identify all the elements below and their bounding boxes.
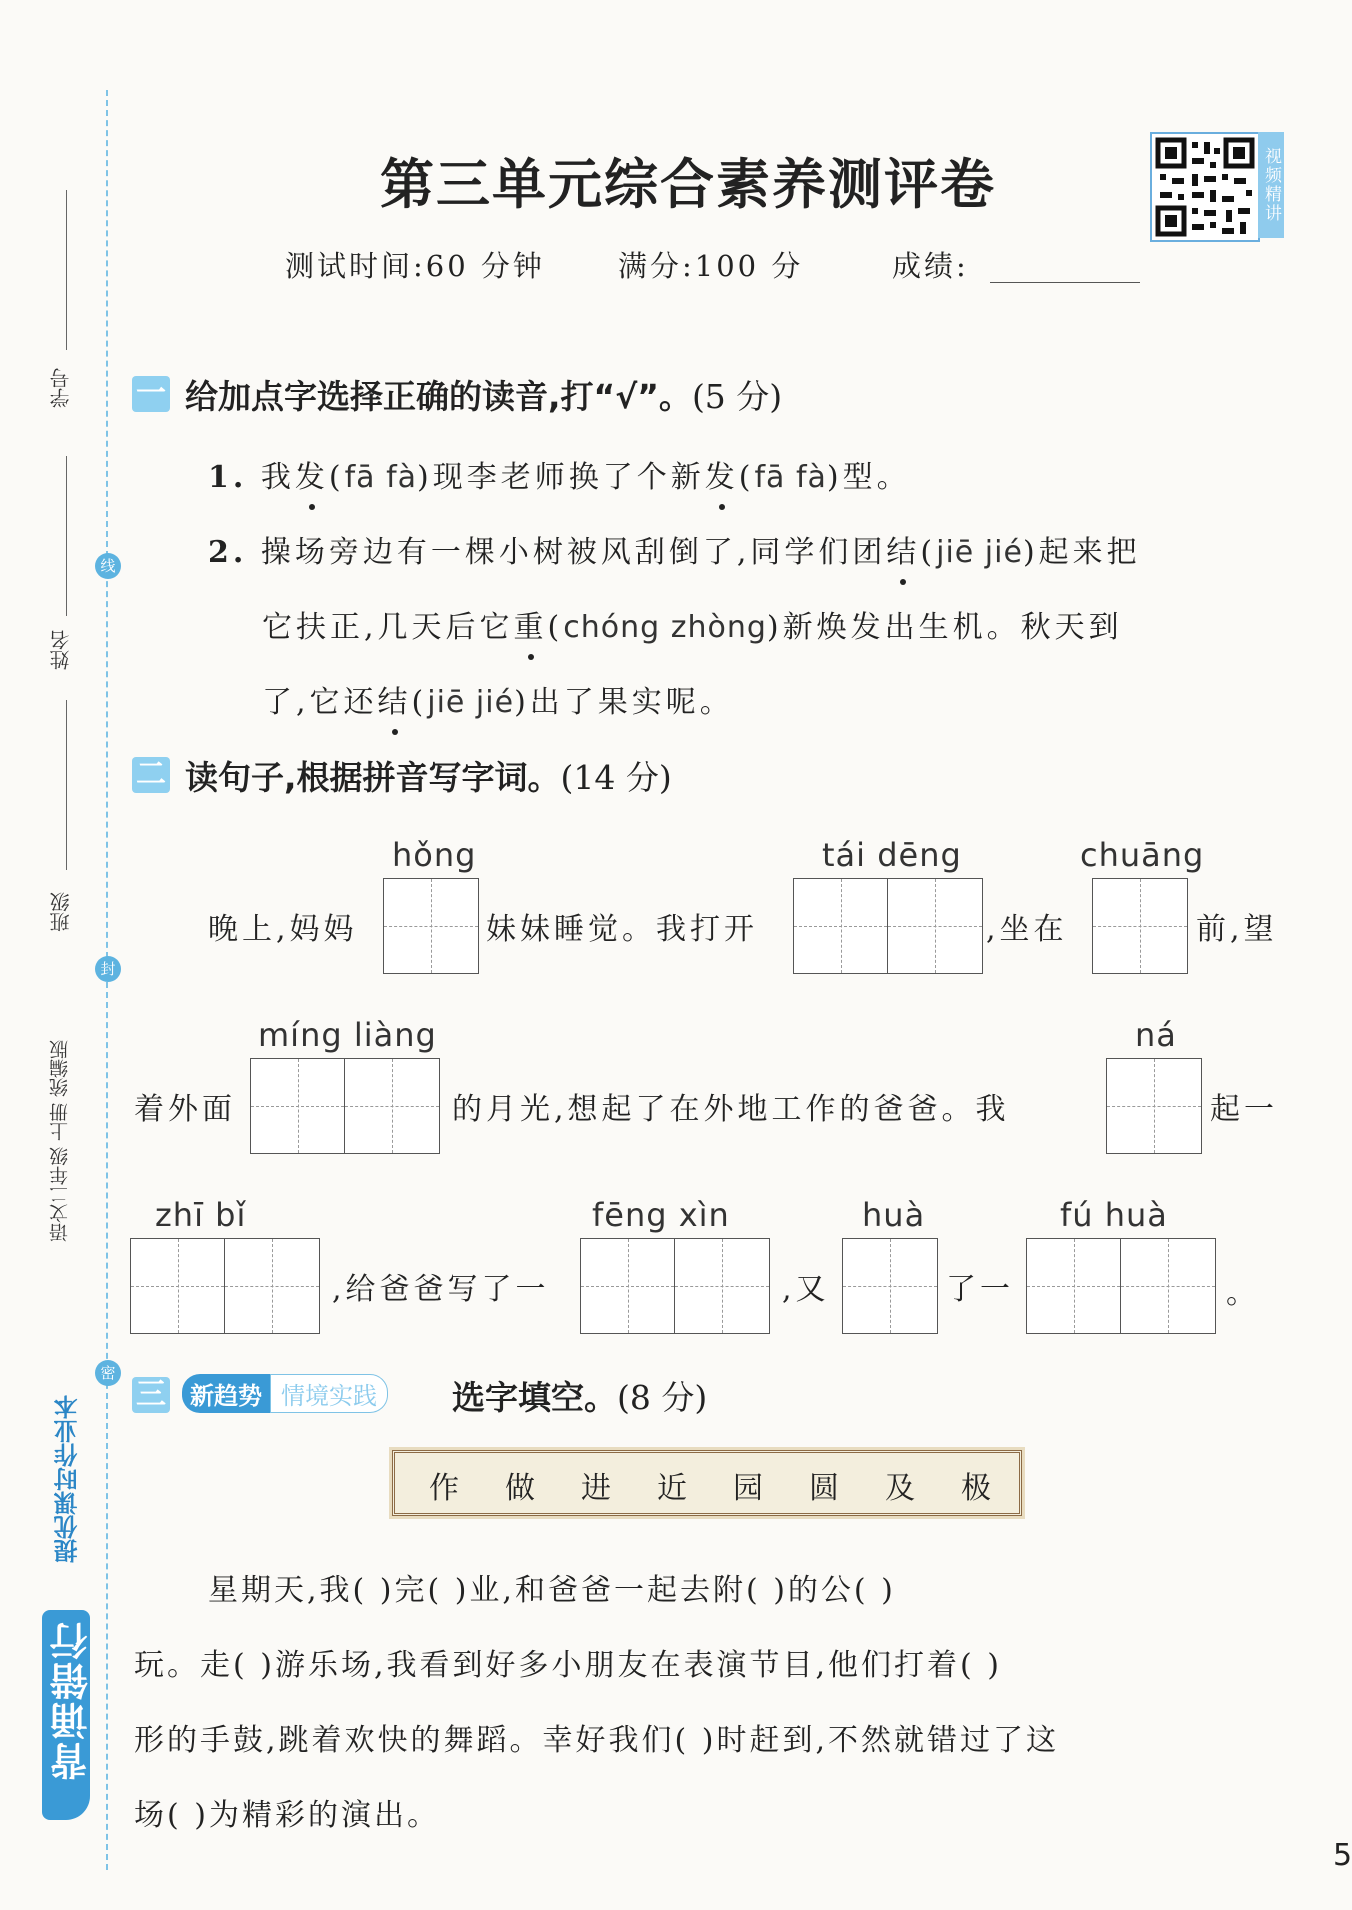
pinyin-fu-hua: fú huà [1060, 1196, 1168, 1234]
brand-subtitle: 提优课时作业本 [54, 1395, 82, 1563]
new-trend-badge [182, 1375, 388, 1411]
s2-row2-text-2: 的月光,想起了在外地工作的爸爸。我 [452, 1092, 1010, 1127]
char-grid-chuang[interactable] [1092, 878, 1188, 974]
brand-logo-text: 背诵错行 [50, 1620, 94, 1780]
name-blank-top [66, 456, 67, 616]
s2-row2-text-1: 着外面 [134, 1092, 236, 1127]
s1-q2-pinyin-choice-1[interactable]: jiē jié [936, 535, 1023, 570]
char-grid-fu-hua[interactable] [1026, 1238, 1216, 1334]
section3-badge: 三 [132, 1377, 170, 1413]
score-label: 成绩: [892, 249, 969, 283]
section2-score: (14 分) [560, 758, 672, 797]
s1-q2-paren-3: ( [411, 685, 428, 720]
new-trend-label: 新趋势 [182, 1374, 270, 1413]
page-number: 5 [1333, 1838, 1352, 1873]
s1-q1-text-c: )现李老师换了个新 [417, 460, 705, 495]
s1-q2-text-1c: )起来把 [1022, 535, 1141, 570]
cut-line-mark-seal: 封 [95, 956, 121, 982]
pinyin-hua: huà [862, 1196, 926, 1234]
score-blank[interactable] [990, 282, 1140, 283]
s1-question-1 [208, 452, 911, 496]
word-bank-char: 作 [429, 1471, 459, 1506]
qr-code-icon[interactable] [1150, 132, 1260, 242]
section1-score: (5 分) [691, 377, 783, 416]
pinyin-na: ná [1135, 1016, 1177, 1054]
s2-row2-text-3: 起一 [1210, 1092, 1278, 1127]
s1-q2-text-3c: )出了果实呢。 [514, 685, 734, 720]
cut-line-mark-line: 线 [95, 553, 121, 579]
student-no-blank [66, 190, 67, 350]
s1-q1-paren-open-2: ( [738, 460, 755, 495]
qr-video-tag: 视频精讲 [1258, 132, 1284, 238]
char-grid-zhi-bi[interactable] [130, 1238, 320, 1334]
s1-q2-dotted-char-2: 重 [514, 602, 548, 646]
word-bank-char: 及 [885, 1471, 915, 1506]
pinyin-feng-xin: fēng xìn [592, 1196, 730, 1234]
s1-question-2-line-2 [262, 602, 1123, 646]
s2-row1-text-4: 前,望 [1196, 912, 1278, 947]
s1-q2-number: 2. [208, 535, 248, 570]
s1-q2-pinyin-choice-2[interactable]: chóng zhòng [563, 610, 767, 645]
char-grid-hong[interactable] [383, 878, 479, 974]
word-bank-char: 做 [505, 1471, 535, 1506]
s1-q1-text-a: 我 [260, 460, 295, 495]
page-title: 第三单元综合素养测评卷 [380, 152, 996, 216]
s1-q1-pinyin-choice-1[interactable]: fā fà [344, 460, 418, 495]
s1-q2-text-3a: 了,它还 [262, 685, 378, 720]
pinyin-tai-deng: tái dēng [822, 836, 962, 874]
s3-passage-line-1: 星期天,我( )完( )业,和爸爸一起去附( )的公( ) [208, 1573, 896, 1608]
s2-row3-text-1: ,给爸爸写了一 [332, 1272, 550, 1307]
student-no-label: 学号 [49, 368, 73, 408]
book-info: 语文二年级 上册 统编版 [49, 1040, 71, 1243]
char-grid-ming-liang[interactable] [250, 1058, 440, 1154]
s2-row3-text-2: ,又 [782, 1272, 830, 1307]
s3-passage-line-3: 形的手鼓,跳着欢快的舞蹈。幸好我们( )时赶到,不然就错过了这 [134, 1723, 1060, 1758]
s1-q1-number: 1. [208, 460, 248, 495]
section3-score: (8 分) [617, 1378, 708, 1417]
s1-q2-text-2c: )新焕发出生机。秋天到 [766, 610, 1123, 645]
word-bank-char: 进 [581, 1471, 611, 1506]
s1-question-2-line-3 [262, 677, 734, 721]
word-bank-char: 极 [961, 1471, 991, 1506]
s2-row1-text-2: 妹妹睡觉。我打开 [486, 912, 758, 947]
s1-q1-text-e: )型。 [826, 460, 911, 495]
pinyin-ming-liang: míng liàng [258, 1016, 437, 1054]
s1-q2-text-2a: 它扶正,几天后它 [262, 610, 514, 645]
pinyin-hong: hǒng [392, 836, 477, 874]
word-bank-char: 圆 [809, 1471, 839, 1506]
s2-row1-text-1: 晚上,妈妈 [208, 912, 358, 947]
section2-title [185, 752, 672, 799]
s1-q1-pinyin-choice-2[interactable]: fā fà [754, 460, 827, 495]
test-time: 测试时间:60 分钟 [285, 249, 545, 283]
class-label: 班级 [49, 892, 73, 932]
s3-passage-line-4: 场( )为精彩的演出。 [134, 1798, 440, 1833]
section2-title-text: 读句子,根据拼音写字词。 [185, 758, 561, 797]
char-grid-tai-deng[interactable] [793, 878, 983, 974]
s2-row1-text-3: ,坐在 [986, 912, 1068, 947]
section2-badge: 二 [132, 757, 170, 793]
s1-q2-dotted-char-1: 结 [886, 527, 920, 571]
cut-line-mark-secret: 密 [95, 1360, 121, 1386]
section1-badge: 一 [132, 376, 170, 412]
s1-q2-pinyin-choice-3[interactable]: jiē jié [427, 685, 515, 720]
word-bank-char: 园 [733, 1471, 763, 1506]
word-bank-char: 近 [657, 1471, 687, 1506]
section3-title-text: 选字填空。 [452, 1378, 617, 1417]
word-bank-scroll [392, 1450, 1022, 1516]
section1-title-text: 给加点字选择正确的读音,打“√”。 [185, 377, 692, 416]
scenario-practice-label: 情境实践 [270, 1374, 388, 1413]
pinyin-chuang: chuāng [1080, 836, 1205, 874]
char-grid-na[interactable] [1106, 1058, 1202, 1154]
s3-passage-line-2: 玩。走( )游乐场,我看到好多小朋友在表演节目,他们打着( ) [134, 1648, 1002, 1683]
s1-question-2-line-1 [208, 527, 1141, 571]
s1-q2-paren-1: ( [920, 535, 937, 570]
name-blank [66, 700, 67, 870]
s1-q2-paren-2: ( [547, 610, 564, 645]
section3-title [452, 1372, 707, 1419]
s1-q2-dotted-char-3: 结 [378, 677, 412, 721]
brand-logo [42, 1610, 94, 1820]
s1-q1-paren-open-1: ( [328, 460, 345, 495]
s2-row3-text-3: 了一 [946, 1272, 1014, 1307]
s1-q1-dotted-char-2: 发 [705, 452, 739, 496]
s2-row3-text-4: 。 [1226, 1276, 1260, 1311]
char-grid-hua[interactable] [842, 1238, 938, 1334]
section1-title [185, 371, 782, 418]
pinyin-zhi-bi: zhī bǐ [155, 1196, 247, 1234]
full-score: 满分:100 分 [618, 249, 804, 283]
s1-q2-text-1a: 操场旁边有一棵小树被风刮倒了,同学们团 [260, 535, 887, 570]
name-label: 姓名 [49, 630, 73, 670]
s1-q1-dotted-char-1: 发 [295, 452, 329, 496]
char-grid-feng-xin[interactable] [580, 1238, 770, 1334]
